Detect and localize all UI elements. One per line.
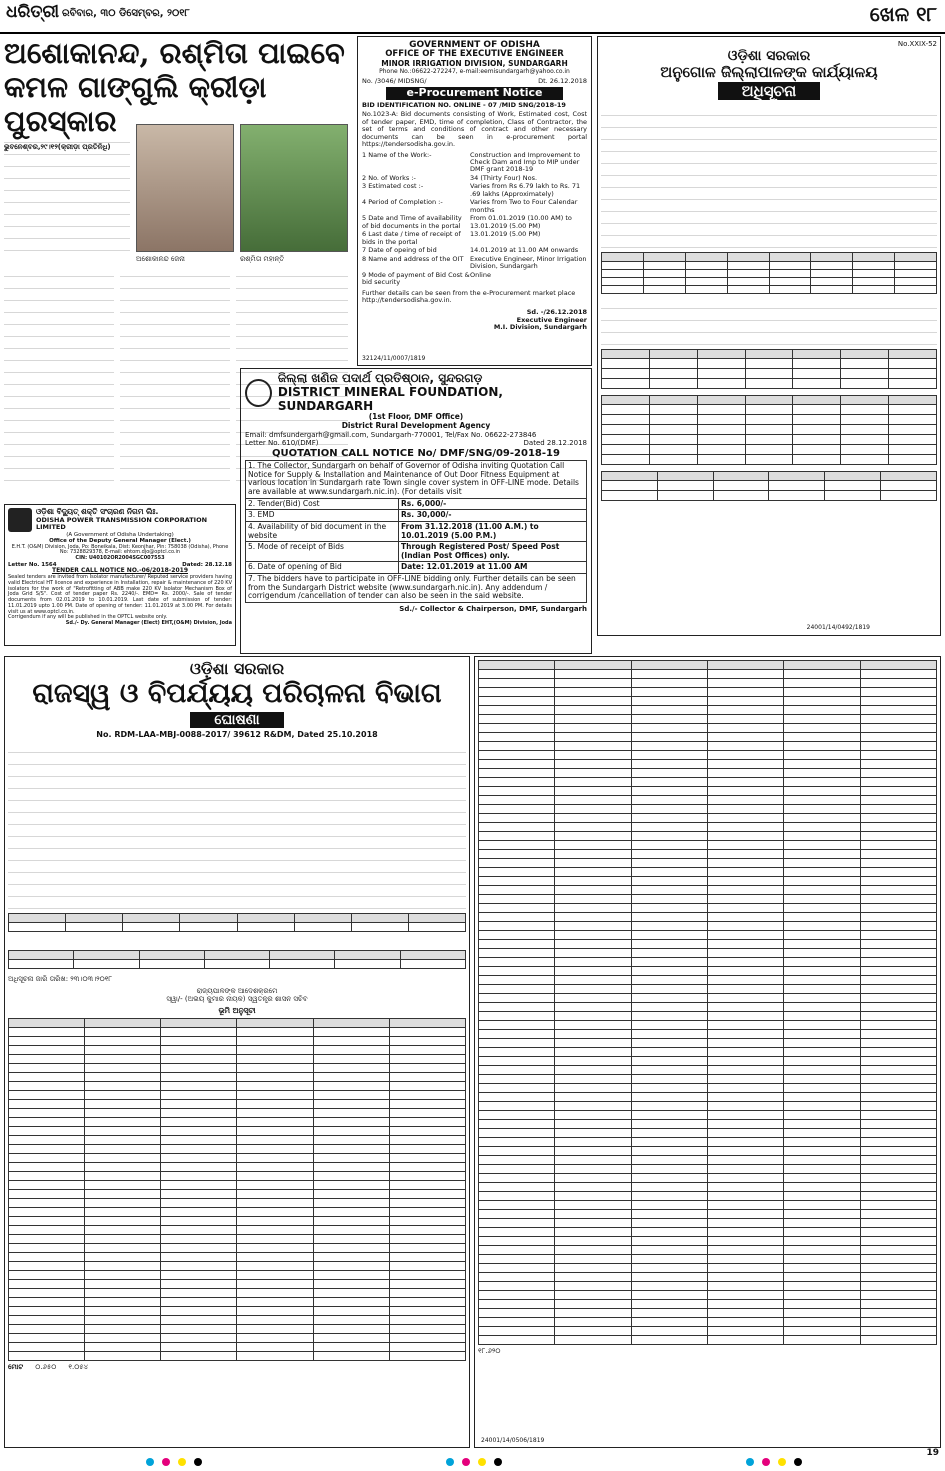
table-row — [479, 1084, 937, 1093]
table-row — [479, 670, 937, 679]
table-row — [479, 1309, 937, 1318]
black-dot-icon — [194, 1458, 202, 1466]
table-row — [479, 868, 937, 877]
story-dateline: ଭୁବନେଶ୍ବର,୨୯।୧୨(କ୍ରୀଡ଼ା ପ୍ରତିନିଧି) — [4, 143, 111, 151]
table-row — [479, 1246, 937, 1255]
cyan-dot-icon — [746, 1458, 754, 1466]
table-row — [479, 1012, 937, 1021]
table-row — [479, 985, 937, 994]
table-row — [479, 751, 937, 760]
magenta-dot-icon — [762, 1458, 770, 1466]
table-row — [9, 1262, 466, 1271]
table-row — [479, 949, 937, 958]
revenue-sign2: ସ୍ୱା/- (ଅଭୟ କୁମାର ନାୟକ) ସ୍ୱତନ୍ତ୍ର ଶାସନ ସଚିବ — [166, 994, 308, 1003]
table-row — [479, 1273, 937, 1282]
optcl-corrigendum: Corrigendum if any will be published in the OPTCL website only. — [8, 614, 168, 621]
mi-intro: No.1023-A: Bid documents consisting of Work, Estimated cost, Cost of tender paper, EMD, time of completion, Class of Contractor, the set of terms and conditions of contract and other necessary documents can be seen in e-procurement portal https://tendersodisha.gov.in. — [362, 110, 587, 149]
revenue-sign1: ରାଜ୍ୟପାଳଙ୍କ ଆଦେଶକ୍ରମେ — [196, 986, 278, 995]
table-row — [479, 1102, 937, 1111]
page-number-bottom: 19 — [926, 1448, 939, 1458]
table-row — [479, 967, 937, 976]
revenue-table-b — [8, 950, 466, 969]
table-row — [9, 1298, 466, 1307]
mi-detail-value: Construction and Improvement to Check Dam and Imp to MIP under DMF grant 2018-19 — [470, 150, 581, 174]
table-row — [479, 1219, 937, 1228]
dmf-detail-label: 6. Date of opening of Bid — [246, 562, 399, 573]
mi-detail-value: 34 (Thirty Four) Nos. — [470, 173, 538, 182]
mi-detail-row — [362, 272, 587, 287]
mi-detail-label: 7 Date of opeing of bid — [362, 246, 437, 255]
table-row — [9, 1226, 466, 1235]
table-row — [9, 1172, 466, 1181]
table-row — [9, 1145, 466, 1154]
photo-rashmita — [240, 124, 348, 252]
table-row — [9, 1244, 466, 1253]
table-row — [9, 1055, 466, 1064]
revenue-gov: ଓଡ଼ିଶା ସରକାର — [189, 659, 285, 678]
issue-date: ରବିବାର, ୩୦ ଡିସେମ୍ବର, ୨୦୧୮ — [62, 8, 190, 19]
table-row — [479, 1291, 937, 1300]
table-row — [479, 1192, 937, 1201]
table-row — [479, 1138, 937, 1147]
table-row — [479, 1237, 937, 1246]
table-row — [9, 1316, 466, 1325]
table-row — [479, 1318, 937, 1327]
cyan-dot-icon — [446, 1458, 454, 1466]
total-label: ମୋଟ — [8, 1363, 24, 1372]
mi-detail-value: 14.01.2019 at 11.00 AM onwards — [470, 246, 579, 255]
table-row — [9, 1019, 466, 1028]
caption-left: ଅଶୋକାନନ୍ଦ ଜେନା — [136, 255, 185, 263]
mi-gov: GOVERNMENT OF ODISHA — [409, 40, 540, 50]
optcl-logo-icon — [8, 508, 32, 532]
optcl-letter-date: Dated: 28.12.18 — [182, 561, 232, 568]
angul-text-block-2 — [601, 300, 937, 345]
table-row — [479, 1336, 937, 1345]
black-dot-icon — [494, 1458, 502, 1466]
revenue-schedule-continued — [474, 656, 941, 1448]
mi-bid-id: BID IDENTIFICATION NO. ONLINE - 07 /MID SNG/2018-19 — [362, 100, 566, 109]
revenue-total-row — [8, 1363, 466, 1371]
table-row — [479, 715, 937, 724]
mi-detail-row — [362, 247, 587, 254]
table-row — [9, 1199, 466, 1208]
table-row — [479, 814, 937, 823]
table-row — [479, 823, 937, 832]
table-row — [9, 1028, 466, 1037]
story-body-col2 — [4, 268, 114, 498]
mi-detail-label: 1 Name of the Work:- — [362, 150, 432, 159]
angul-text-block — [601, 107, 937, 248]
angul-notice-wrap — [601, 83, 937, 100]
dmf-letter-line — [245, 439, 587, 447]
revenue-table-a — [8, 913, 466, 932]
angul-table-3 — [601, 395, 937, 465]
table-row — [479, 940, 937, 949]
table-row — [479, 1264, 937, 1273]
table-row — [479, 805, 937, 814]
table-row — [479, 895, 937, 904]
table-row — [479, 1030, 937, 1039]
table-row — [479, 778, 937, 787]
table-row — [479, 913, 937, 922]
dmf-details — [245, 499, 587, 574]
mi-letter-line — [362, 78, 587, 85]
mi-details — [362, 152, 587, 287]
table-row — [479, 787, 937, 796]
mi-detail-value: Online — [470, 270, 491, 279]
table-row — [479, 733, 937, 742]
table-row — [479, 1174, 937, 1183]
mi-signature — [362, 309, 587, 331]
table-row — [479, 1075, 937, 1084]
table-row — [479, 1327, 937, 1336]
table-row — [479, 1111, 937, 1120]
optcl-body: Sealed tenders are invited from Isolator manufacturer/ Reputed service providers having valid Electrical HT licence and experience in Installation, repair & maintenance of 220 KV isolators for the work of "Retrofitting of ABB make 220 KV Isolator Mechanism Box of Joda Grid S/S". Cost of tender paper Rs. 2240/-. EMD= Rs. 2000/-. Sale of tender documents from 02.01.2019 to 10.01.2019. Last date of submission of tender: 11.01.2019 upto 1.00 PM. Date of opening of tender: 11.01.2019 at 3.00 PM. For details visit us at www.optcl.co.in. — [8, 574, 232, 615]
black-dot-icon — [794, 1458, 802, 1466]
page-number-top: ୧୮ — [916, 2, 937, 26]
revenue-schedule-table — [8, 1018, 466, 1361]
dmf-footer: 7. The bidders have to participate in OFF-LINE bidding only. Further details can be seen from the Sundargarh District website (www.sundargarh.nic.in). Any addendum / corrigendum /cancellation of tender can also be seen in the said website. — [245, 574, 587, 603]
angul-collector-notice — [597, 36, 941, 636]
revenue-reference: 24001/14/0506/1819 — [481, 1437, 545, 1445]
table-row — [479, 1228, 937, 1237]
table-row — [479, 850, 937, 859]
table-row — [9, 1253, 466, 1262]
mi-detail-row — [362, 231, 587, 246]
total-area: ୦.୬୫୦ — [35, 1363, 57, 1372]
optcl-cin: CIN: U40102OR2004SGC007553 — [75, 555, 165, 562]
mi-footer-text: Further details can be seen from the e-Procurement market place http://tendersodisha.gov.in. — [362, 288, 576, 304]
section-name: ଖେଳ — [869, 2, 910, 26]
table-row — [479, 769, 937, 778]
table-row — [9, 1064, 466, 1073]
table-row — [9, 1100, 466, 1109]
table-row — [9, 1037, 466, 1046]
mi-detail-value: From 01.01.2019 (10.00 AM) to 13.01.2019 (5.00 PM) — [470, 214, 572, 230]
table-row — [479, 922, 937, 931]
table-row — [9, 1127, 466, 1136]
dmf-title-en: DISTRICT MINERAL FOUNDATION, SUNDARGARH — [277, 384, 503, 413]
table-row — [479, 688, 937, 697]
mi-detail-value: 13.01.2019 (5.00 PM) — [470, 230, 541, 239]
dmf-intro: 1. The Collector, Sundargarh on behalf of Governor of Odisha inviting Quotation Call Notice for Supply & Installation and Maintenance of Out Door Fitness Equipment at various location in Sundargarh rate Town single cover system in OFF-LINE mode. Details are available at www.sundargarh.nic.in). (For details visit — [245, 460, 587, 499]
table-row — [479, 1255, 937, 1264]
story-headline-2: କମଳ ଗାଙ୍ଗୁଲି କ୍ରୀଡ଼ା ପୁରସ୍କାର — [4, 70, 267, 138]
table-row — [9, 1073, 466, 1082]
mi-detail-value: Varies from Rs 6.79 lakh to Rs. 71 .69 lakhs (Approximately) — [470, 182, 581, 198]
revenue-dept-notice — [4, 656, 470, 1448]
section-label — [870, 3, 937, 26]
mi-detail-label: 6 Last date / time of receipt of bids in the portal — [362, 230, 461, 246]
table-row — [479, 958, 937, 967]
table-row — [479, 904, 937, 913]
angul-title-1: ଓଡ଼ିଶା ସରକାର — [727, 48, 811, 65]
mi-division: MINOR IRRIGATION DIVISION, SUNDARGARH — [381, 59, 568, 69]
table-row — [9, 1190, 466, 1199]
mi-detail-value: Executive Engineer, Minor Irrigation Division, Sundargarh — [470, 254, 587, 271]
mi-detail-label: 9 Mode of payment of Bid Cost & bid security — [362, 270, 470, 287]
mi-sign-name: Executive Engineer — [516, 315, 587, 324]
optcl-sub1: (A Government of Odisha Undertaking) — [66, 532, 174, 538]
table-row — [479, 1300, 937, 1309]
story-body-col1 — [4, 134, 130, 264]
story-body-col3 — [120, 268, 230, 498]
table-row — [479, 1147, 937, 1156]
revenue-right-table — [478, 660, 937, 1345]
mi-sign-date: Sd. -/26.12.2018 — [526, 308, 587, 317]
table-row — [479, 1021, 937, 1030]
mi-letter-date: Dt. 26.12.2018 — [538, 76, 587, 85]
table-row — [9, 1235, 466, 1244]
angul-notice-label: ଅଧିସୂଚନା — [718, 82, 821, 100]
table-row — [479, 796, 937, 805]
dmf-detail-label: 3. EMD — [246, 510, 399, 521]
table-row — [479, 976, 937, 985]
dmf-notice-title: QUOTATION CALL NOTICE No/ DMF/SNG/09-2018-19 — [272, 447, 560, 459]
dmf-detail-row — [245, 562, 587, 574]
page-header — [0, 0, 945, 34]
story-headline-1: ଅଶୋକାନନ୍ଦ, ରଶ୍ମିତା ପାଇବେ — [4, 36, 345, 70]
mi-sign-division: M.I. Division, Sundargarh — [493, 323, 587, 332]
mi-detail-row — [362, 199, 587, 214]
table-row — [479, 832, 937, 841]
yellow-dot-icon — [478, 1458, 486, 1466]
mi-detail-value: Varies from Two to Four Calendar months — [470, 198, 578, 214]
table-row — [479, 706, 937, 715]
table-row — [479, 697, 937, 706]
optcl-address: E.H.T. (O&M) Division, Joda, Po: Boneikala, Dist: Keonjhar, Pin: 758038 (Odisha), Phone No: 7328829378, E-mail: ehtom.djo@optcl.co.in — [11, 543, 229, 556]
dmf-quotation-notice — [240, 368, 592, 654]
mi-detail-row — [362, 215, 587, 230]
revenue-body — [8, 744, 466, 909]
dmf-detail-row — [245, 499, 587, 511]
table-row — [479, 1201, 937, 1210]
magenta-dot-icon — [462, 1458, 470, 1466]
dmf-detail-row — [245, 542, 587, 562]
table-row — [479, 994, 937, 1003]
revenue-notice-wrap — [8, 712, 466, 728]
total-value: ୧.୦୫୪ — [68, 1363, 89, 1372]
mi-detail-label: 4 Period of Completion :- — [362, 198, 443, 207]
optcl-letter-no: Letter No. 1564 — [8, 561, 57, 568]
table-row — [479, 886, 937, 895]
mi-office: OFFICE OF THE EXECUTIVE ENGINEER — [385, 49, 564, 60]
table-row — [9, 1343, 466, 1352]
yellow-dot-icon — [778, 1458, 786, 1466]
table-row — [9, 1307, 466, 1316]
mi-detail-row — [362, 183, 587, 198]
table-row — [9, 1217, 466, 1226]
table-row — [479, 1066, 937, 1075]
table-row — [479, 1003, 937, 1012]
table-row — [479, 1282, 937, 1291]
dmf-signature: Sd./- Collector & Chairperson, DMF, Sundargarh — [399, 604, 587, 613]
right-total: ୧୮.୬୨୦ — [478, 1347, 501, 1355]
table-row — [9, 1280, 466, 1289]
table-row — [479, 661, 937, 670]
dmf-contact: Email: dmfsundergarh@gmail.com, Sundargarh-770001, Tel/Fax No. 06622-273846 — [245, 430, 537, 439]
table-row — [9, 1334, 466, 1343]
table-row — [479, 1156, 937, 1165]
table-row — [479, 1210, 937, 1219]
mi-detail-label: 3 Estimated cost :- — [362, 182, 424, 191]
angul-table-2 — [601, 349, 937, 389]
mi-detail-label: 5 Date and Time of availability of bid documents in the portal — [362, 214, 462, 230]
angul-number: No.XXIX-52 — [897, 40, 937, 48]
table-row — [479, 931, 937, 940]
table-row — [9, 1163, 466, 1172]
dmf-detail-value: Through Registered Post/ Speed Post (Indian Post Offices) only. — [401, 542, 560, 560]
revenue-notice-label: ଘୋଷଣା — [190, 712, 283, 728]
table-row — [9, 1046, 466, 1055]
table-row — [479, 1129, 937, 1138]
optcl-title-or: ଓଡ଼ିଶା ବିଦ୍ୟୁତ୍ ଶକ୍ତି ସଂଚାରଣ ନିଗମ ଲିଃ. — [36, 507, 159, 516]
dmf-detail-value: Rs. 30,000/- — [401, 510, 452, 520]
optcl-signature: Sd./- Dy. General Manager (Elect) EHT,(O&M) Division, Joda — [65, 620, 232, 627]
magenta-dot-icon — [162, 1458, 170, 1466]
mi-contact: Phone No.:06622-272247, e-mail:eemisundargarh@yahoo.co.in — [379, 67, 570, 75]
table-row — [9, 1136, 466, 1145]
mi-detail-label: 2 No. of Works :- — [362, 173, 416, 182]
dmf-header — [245, 372, 587, 413]
table-row — [479, 1048, 937, 1057]
table-row — [9, 1154, 466, 1163]
cyan-dot-icon — [146, 1458, 154, 1466]
revenue-schedule-title: ଭୂମି ଅନୁସୂଚୀ — [218, 1005, 256, 1015]
dmf-detail-label: 2. Tender(Bid) Cost — [246, 499, 399, 510]
revenue-order-no: No. RDM-LAA-MBJ-0088-2017/ 39612 R&DM, Dated 25.10.2018 — [96, 730, 378, 740]
table-row — [9, 1325, 466, 1334]
table-row — [9, 1181, 466, 1190]
dmf-title-or: ଜିଲ୍ଲା ଖଣିଜ ପଦାର୍ଥ ପ୍ରତିଷ୍ଠାନ, ସୁନ୍ଦରଗଡ଼ — [277, 371, 483, 385]
yellow-dot-icon — [178, 1458, 186, 1466]
table-row — [479, 1120, 937, 1129]
table-row — [9, 1109, 466, 1118]
angul-title-2: ଅନୁଗୋଳ ଜିଲ୍ଲାପାଳଙ୍କ କାର୍ଯ୍ୟାଳୟ — [660, 63, 878, 82]
optcl-title-en: ODISHA POWER TRANSMISSION CORPORATION LIMITED — [36, 515, 208, 532]
mi-letter-no: No. /3046/ MIDSNG/ — [362, 76, 427, 85]
dmf-detail-label: 4. Availability of bid document in the website — [246, 522, 399, 541]
optcl-tender-notice — [4, 504, 236, 646]
caption-right: ରଶ୍ମିତା ମହାନ୍ତି — [240, 255, 285, 263]
table-row — [479, 1093, 937, 1102]
table-row — [9, 1352, 466, 1361]
table-row — [479, 679, 937, 688]
angul-table-1 — [601, 252, 937, 294]
angul-table-4 — [601, 471, 937, 501]
dmf-detail-label: 5. Mode of receipt of Bids — [246, 542, 399, 561]
table-row — [479, 742, 937, 751]
mi-notice-title: e-Procurement Notice — [386, 87, 563, 100]
optcl-header — [8, 508, 232, 532]
dmf-detail-value: Rs. 6,000/- — [401, 498, 447, 508]
minor-irrigation-notice — [357, 36, 592, 366]
dmf-floor: (1st Floor, DMF Office) — [368, 412, 464, 422]
table-row — [479, 859, 937, 868]
table-row — [479, 1165, 937, 1174]
table-row — [479, 1057, 937, 1066]
print-registration-marks — [0, 1453, 945, 1471]
table-row — [479, 724, 937, 733]
table-row — [479, 1183, 937, 1192]
revenue-date-line: ଅଧିସୂଚନା ଜାରି ତାରିଖ: ୨୩।୦୩।୨୦୧୮ — [8, 974, 113, 983]
table-row — [479, 877, 937, 886]
dmf-detail-value: From 31.12.2018 (11.00 A.M.) to 10.01.2019 (5.00 P.M.) — [401, 521, 539, 540]
newspaper-logo: ଧରିତ୍ରୀ — [6, 2, 60, 22]
dmf-detail-row — [245, 510, 587, 522]
revenue-dept: ରାଜସ୍ୱ ଓ ବିପର୍ଯ୍ୟୟ ପରିଚାଳନା ବିଭାଗ — [32, 678, 442, 710]
mi-detail-row — [362, 152, 587, 174]
table-row — [479, 1039, 937, 1048]
angul-reference: 24001/14/0492/1819 — [806, 624, 870, 632]
dmf-emblem-icon — [245, 379, 272, 407]
table-row — [9, 1208, 466, 1217]
dmf-detail-value: Date: 12.01.2019 at 11.00 AM — [401, 562, 528, 572]
table-row — [9, 1289, 466, 1298]
mi-detail-row — [362, 256, 587, 271]
optcl-notice-title: TENDER CALL NOTICE NO.-06/2018-2019 — [51, 567, 188, 575]
mi-detail-row — [362, 175, 587, 182]
table-row — [9, 1091, 466, 1100]
table-row — [479, 760, 937, 769]
dmf-letter-date: Dated 28.12.2018 — [523, 438, 587, 447]
dmf-agency: District Rural Development Agency — [341, 421, 491, 431]
optcl-sub2: Office of the Deputy General Manager (Elect.) — [49, 538, 191, 545]
photo-ashokananda — [136, 124, 234, 252]
mi-reference: 32124/11/0007/1819 — [362, 355, 426, 363]
dmf-detail-row — [245, 522, 587, 542]
table-row — [9, 1082, 466, 1091]
dmf-letter-no: Letter No. 610/(DMF) — [245, 438, 319, 447]
table-row — [9, 1118, 466, 1127]
table-row — [479, 841, 937, 850]
mi-detail-label: 8 Name and address of the OIT — [362, 254, 464, 263]
table-row — [9, 1271, 466, 1280]
